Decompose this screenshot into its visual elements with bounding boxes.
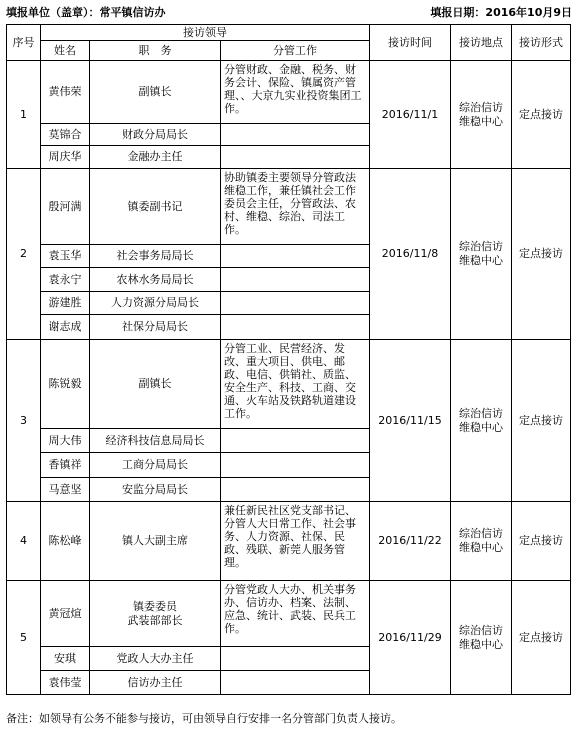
table-row bbox=[7, 581, 571, 647]
leader-work: 分管党政人大办、机关事务办、信访办、档案、法制、应急、统计、武装、民兵工作。 bbox=[221, 581, 370, 647]
reception-place: 综治信访维稳中心 bbox=[451, 502, 512, 581]
col-header-work: 分管工作 bbox=[221, 41, 370, 61]
leader-work bbox=[221, 292, 370, 315]
reception-time: 2016/11/29 bbox=[370, 581, 451, 695]
leader-name: 马意坚 bbox=[41, 478, 90, 502]
leader-duty: 副镇长 bbox=[90, 61, 221, 124]
row-seq: 3 bbox=[7, 340, 41, 502]
row-seq: 5 bbox=[7, 581, 41, 695]
leader-work bbox=[221, 647, 370, 671]
leader-duty: 金融办主任 bbox=[90, 146, 221, 169]
leader-name: 陈锐毅 bbox=[41, 340, 90, 429]
leader-work: 协助镇委主要领导分管政法维稳工作，兼任镇社会工作委员会主任，分管政法、农村、维稳、综治、司法工作。 bbox=[221, 169, 370, 245]
leader-duty: 财政分局局长 bbox=[90, 124, 221, 146]
leader-name: 陈松峰 bbox=[41, 502, 90, 581]
leader-name: 殷河满 bbox=[41, 169, 90, 245]
leader-work bbox=[221, 268, 370, 292]
table-row bbox=[7, 340, 571, 429]
leader-work bbox=[221, 453, 370, 478]
leader-work bbox=[221, 478, 370, 502]
reception-schedule-table bbox=[6, 24, 571, 695]
leader-name: 香镇祥 bbox=[41, 453, 90, 478]
row-seq: 2 bbox=[7, 169, 41, 340]
leader-duty: 镇人大副主席 bbox=[90, 502, 221, 581]
leader-duty: 工商分局局长 bbox=[90, 453, 221, 478]
form-header bbox=[6, 4, 572, 22]
leader-name: 黄伟荣 bbox=[41, 61, 90, 124]
leader-name: 安琪 bbox=[41, 647, 90, 671]
col-header-place: 接访地点 bbox=[451, 25, 512, 61]
leader-duty: 经济科技信息局局长 bbox=[90, 429, 221, 453]
reception-place: 综治信访维稳中心 bbox=[451, 340, 512, 502]
leader-name: 周庆华 bbox=[41, 146, 90, 169]
reception-form: 定点接访 bbox=[512, 340, 571, 502]
reporting-date: 填报日期：2016年10月9日 bbox=[430, 6, 572, 19]
leader-duty: 镇委委员 武装部部长 bbox=[90, 581, 221, 647]
leader-work bbox=[221, 245, 370, 268]
leader-work: 分管工业、民营经济、发改、重大项目、供电、邮政、电信、供销社、质监、安全生产、科技、工商、交通、火车站及铁路轨道建设工作。 bbox=[221, 340, 370, 429]
leader-name: 袁伟莹 bbox=[41, 671, 90, 695]
row-seq: 4 bbox=[7, 502, 41, 581]
row-seq: 1 bbox=[7, 61, 41, 169]
reception-form: 定点接访 bbox=[512, 169, 571, 340]
leader-work: 兼任新民社区党支部书记、分管人大日常工作、社会事务、人力资源、社保、民政、残联、新莞人服务管理。 bbox=[221, 502, 370, 581]
table-row bbox=[7, 169, 571, 245]
leader-name: 黄冠煊 bbox=[41, 581, 90, 647]
leader-duty: 党政人大办主任 bbox=[90, 647, 221, 671]
col-header-time: 接访时间 bbox=[370, 25, 451, 61]
leader-work bbox=[221, 315, 370, 340]
leader-duty: 社保分局局长 bbox=[90, 315, 221, 340]
leader-work bbox=[221, 429, 370, 453]
leader-work bbox=[221, 671, 370, 695]
reception-place: 综治信访维稳中心 bbox=[451, 581, 512, 695]
leader-work bbox=[221, 146, 370, 169]
table-row bbox=[7, 502, 571, 581]
col-header-seq: 序号 bbox=[7, 25, 41, 61]
leader-work: 分管财政、金融、税务、财务会计、保险、镇属资产管理、、大京九实业投资集团工作。 bbox=[221, 61, 370, 124]
reception-place: 综治信访维稳中心 bbox=[451, 169, 512, 340]
leader-duty: 镇委副书记 bbox=[90, 169, 221, 245]
leader-duty: 社会事务局局长 bbox=[90, 245, 221, 268]
col-header-leader-group: 接访领导 bbox=[41, 25, 370, 41]
leader-duty: 副镇长 bbox=[90, 340, 221, 429]
leader-name: 周大伟 bbox=[41, 429, 90, 453]
col-header-name: 姓名 bbox=[41, 41, 90, 61]
leader-name: 莫锦合 bbox=[41, 124, 90, 146]
leader-name: 袁永宁 bbox=[41, 268, 90, 292]
leader-duty: 农林水务局局长 bbox=[90, 268, 221, 292]
reception-form: 定点接访 bbox=[512, 61, 571, 169]
table-row bbox=[7, 61, 571, 124]
reception-time: 2016/11/22 bbox=[370, 502, 451, 581]
col-header-form: 接访形式 bbox=[512, 25, 571, 61]
leader-duty: 信访办主任 bbox=[90, 671, 221, 695]
leader-name: 谢志成 bbox=[41, 315, 90, 340]
leader-duty: 安监分局局长 bbox=[90, 478, 221, 502]
reception-form: 定点接访 bbox=[512, 502, 571, 581]
footnote: 备注：如领导有公务不能参与接访，可由领导自行安排一名分管部门负责人接访。 bbox=[6, 712, 402, 725]
reception-time: 2016/11/8 bbox=[370, 169, 451, 340]
reception-time: 2016/11/15 bbox=[370, 340, 451, 502]
reception-place: 综治信访维稳中心 bbox=[451, 61, 512, 169]
reception-time: 2016/11/1 bbox=[370, 61, 451, 169]
col-header-duty: 职 务 bbox=[90, 41, 221, 61]
reporting-unit: 填报单位（盖章）：常平镇信访办 bbox=[6, 6, 166, 19]
leader-name: 袁玉华 bbox=[41, 245, 90, 268]
leader-name: 游建胜 bbox=[41, 292, 90, 315]
leader-duty: 人力资源分局局长 bbox=[90, 292, 221, 315]
reception-form: 定点接访 bbox=[512, 581, 571, 695]
leader-work bbox=[221, 124, 370, 146]
